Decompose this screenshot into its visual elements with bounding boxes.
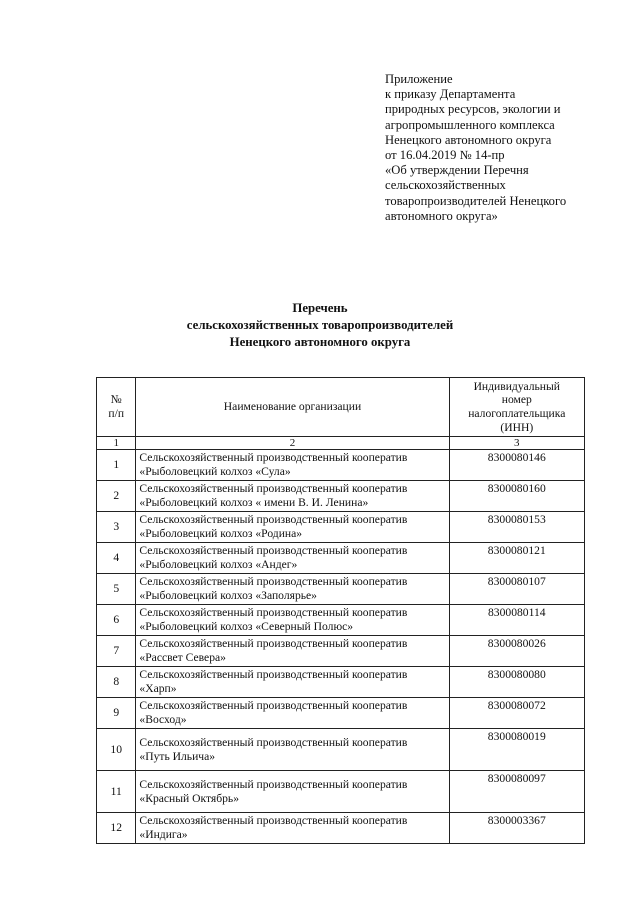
name-line: Сельскохозяйственный производственный кооператив bbox=[139, 544, 408, 558]
name-line: Сельскохозяйственный производственный кооператив bbox=[139, 482, 408, 496]
appendix-line: товаропроизводителей Ненецкого bbox=[385, 193, 567, 208]
name-line: «Индига» bbox=[139, 828, 188, 841]
column-index: 1 bbox=[97, 437, 136, 450]
appendix-line: сельскохозяйственных bbox=[385, 178, 506, 193]
header-number bbox=[97, 378, 136, 437]
name-line: Сельскохозяйственный производственный кооператив bbox=[139, 575, 408, 589]
appendix-line: агропромышленного комплекса bbox=[385, 117, 555, 132]
organization-name bbox=[136, 729, 449, 771]
row-number: 1 bbox=[97, 450, 136, 481]
appendix-line: «Об утверждении Перечня bbox=[385, 163, 529, 178]
name-line: Сельскохозяйственный производственный кооператив bbox=[139, 637, 408, 651]
organization-name bbox=[136, 813, 449, 844]
column-index-row bbox=[97, 437, 585, 450]
inn-value: 8300080080 bbox=[449, 667, 584, 698]
name-line: «Харп» bbox=[139, 682, 177, 695]
inn-value: 8300080097 bbox=[449, 771, 584, 813]
appendix-line: от 16.04.2019 № 14-пр bbox=[385, 148, 505, 163]
name-line: Сельскохозяйственный производственный кооператив bbox=[139, 451, 408, 465]
header-number-line: п/п bbox=[108, 407, 125, 420]
name-line: «Восход» bbox=[139, 713, 187, 726]
document-title bbox=[0, 300, 640, 351]
title-line: сельскохозяйственных товаропроизводителей bbox=[186, 318, 454, 332]
title-line: Ненецкого автономного округа bbox=[229, 335, 411, 349]
name-line: Сельскохозяйственный производственный кооператив bbox=[139, 668, 408, 682]
column-index: 2 bbox=[136, 437, 449, 450]
inn-value: 8300080121 bbox=[449, 543, 584, 574]
table-row bbox=[97, 605, 585, 636]
name-line: «Рыболовецкий колхоз «Северный Полюс» bbox=[139, 620, 354, 633]
row-number: 9 bbox=[97, 698, 136, 729]
header-inn-line: Индивидуальный bbox=[473, 379, 560, 393]
organization-name bbox=[136, 574, 449, 605]
appendix-line: Ненецкого автономного округа bbox=[385, 132, 552, 147]
name-line: Сельскохозяйственный производственный кооператив bbox=[139, 513, 408, 527]
inn-value: 8300003367 bbox=[449, 813, 584, 844]
header-inn bbox=[449, 378, 584, 437]
table-row bbox=[97, 481, 585, 512]
producers-table bbox=[96, 377, 585, 844]
header-inn-line: (ИНН) bbox=[500, 420, 534, 434]
row-number: 5 bbox=[97, 574, 136, 605]
table-header-row bbox=[97, 378, 585, 437]
row-number: 11 bbox=[97, 771, 136, 813]
inn-value: 8300080146 bbox=[449, 450, 584, 481]
title-line: Перечень bbox=[292, 301, 348, 315]
column-index: 3 bbox=[449, 437, 584, 450]
name-line: «Рыболовецкий колхоз «Андег» bbox=[139, 558, 298, 571]
inn-value: 8300080114 bbox=[449, 605, 584, 636]
name-line: Сельскохозяйственный производственный кооператив bbox=[139, 699, 408, 713]
inn-value: 8300080160 bbox=[449, 481, 584, 512]
table-row bbox=[97, 543, 585, 574]
table-row bbox=[97, 698, 585, 729]
header-organization-name: Наименование организации bbox=[136, 378, 449, 437]
inn-value: 8300080019 bbox=[449, 729, 584, 771]
row-number: 3 bbox=[97, 512, 136, 543]
inn-value: 8300080107 bbox=[449, 574, 584, 605]
row-number: 12 bbox=[97, 813, 136, 844]
table-row bbox=[97, 729, 585, 771]
header-number-line: № bbox=[110, 393, 122, 407]
inn-value: 8300080026 bbox=[449, 636, 584, 667]
table-row bbox=[97, 813, 585, 844]
table-row bbox=[97, 574, 585, 605]
appendix-line: Приложение bbox=[385, 72, 453, 86]
name-line: «Красный Октябрь» bbox=[139, 791, 240, 805]
organization-name bbox=[136, 543, 449, 574]
table-row bbox=[97, 450, 585, 481]
organization-name bbox=[136, 512, 449, 543]
name-line: «Рассвет Севера» bbox=[139, 651, 226, 664]
table-row bbox=[97, 636, 585, 667]
organization-name bbox=[136, 667, 449, 698]
organization-name bbox=[136, 450, 449, 481]
header-inn-line: номер bbox=[501, 393, 532, 407]
appendix-line: автономного округа» bbox=[385, 208, 498, 223]
table-row bbox=[97, 667, 585, 698]
appendix-line: природных ресурсов, экологии и bbox=[385, 102, 561, 117]
organization-name bbox=[136, 771, 449, 813]
name-line: Сельскохозяйственный производственный кооператив bbox=[139, 814, 408, 828]
name-line: «Рыболовецкий колхоз « имени В. И. Ленина» bbox=[139, 496, 369, 509]
row-number: 10 bbox=[97, 729, 136, 771]
name-line: «Рыболовецкий колхоз «Сула» bbox=[139, 465, 291, 478]
inn-value: 8300080153 bbox=[449, 512, 584, 543]
name-line: Сельскохозяйственный производственный кооператив bbox=[139, 735, 408, 749]
table-row bbox=[97, 771, 585, 813]
organization-name bbox=[136, 605, 449, 636]
name-line: Сельскохозяйственный производственный кооператив bbox=[139, 777, 408, 791]
organization-name bbox=[136, 698, 449, 729]
inn-value: 8300080072 bbox=[449, 698, 584, 729]
organization-name bbox=[136, 481, 449, 512]
table-row bbox=[97, 512, 585, 543]
appendix-block bbox=[385, 72, 625, 224]
appendix-line: к приказу Департамента bbox=[385, 87, 516, 102]
name-line: «Путь Ильича» bbox=[139, 749, 216, 763]
name-line: «Рыболовецкий колхоз «Заполярье» bbox=[139, 589, 317, 602]
organization-name bbox=[136, 636, 449, 667]
name-line: Сельскохозяйственный производственный кооператив bbox=[139, 606, 408, 620]
row-number: 6 bbox=[97, 605, 136, 636]
row-number: 4 bbox=[97, 543, 136, 574]
row-number: 7 bbox=[97, 636, 136, 667]
row-number: 2 bbox=[97, 481, 136, 512]
row-number: 8 bbox=[97, 667, 136, 698]
name-line: «Рыболовецкий колхоз «Родина» bbox=[139, 527, 303, 540]
header-inn-line: налогоплательщика bbox=[468, 407, 566, 420]
